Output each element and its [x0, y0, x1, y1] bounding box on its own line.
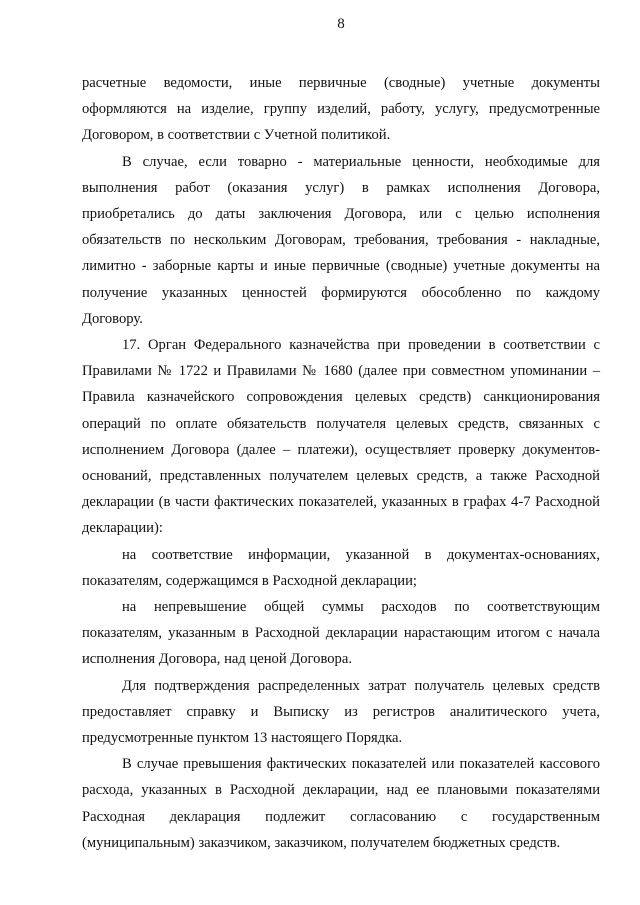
- text-line: исполнения Договора, над ценой Договора.: [82, 651, 352, 668]
- text-line: декларации):: [82, 520, 163, 537]
- text-line: предусмотренные пунктом 13 настоящего Порядка.: [82, 730, 403, 747]
- text-line: обязательств по нескольким Договорам, требования, требования - накладные,: [82, 232, 600, 249]
- text-line: показателям, содержащимся в Расходной декларации;: [82, 572, 417, 589]
- paragraph: [82, 673, 600, 752]
- text-line: лимитно - заборные карты и иные первичные (сводные) учетные документы на: [82, 258, 600, 275]
- paragraph: [82, 751, 600, 856]
- text-line: показателям, указанным в Расходной декларации нарастающим итогом с начала: [82, 625, 600, 642]
- text-line: расчетные ведомости, иные первичные (сводные) учетные документы: [82, 75, 600, 91]
- paragraph: [82, 149, 600, 332]
- text-line: выполнения работ (оказания услуг) в рамках исполнения Договора,: [82, 179, 600, 196]
- paragraph: [82, 594, 600, 673]
- text-line: Договору.: [82, 310, 143, 327]
- text-line: декларации (в части фактических показателей, указанных в графах 4-7 Расходной: [82, 494, 600, 511]
- page-number: 8: [337, 16, 345, 32]
- text-line: В случае превышения фактических показателей или показателей кассового: [122, 756, 600, 773]
- text-line: 17. Орган Федерального казначейства при проведении в соответствии с: [122, 337, 600, 354]
- text-line: исполнением Договора (далее – платежи), осуществляет проверку документов-: [82, 441, 600, 458]
- text-line: В случае, если товарно - материальные ценности, необходимые для: [122, 153, 600, 170]
- text-line: получение указанных ценностей формируются обособленно по каждому: [82, 284, 600, 301]
- text-line: оформляются на изделие, группу изделий, работу, услугу, предусмотренные: [82, 101, 600, 118]
- text-line: на соответствие информации, указанной в документах-основаниях,: [122, 546, 600, 563]
- paragraph: [82, 542, 600, 594]
- document-body: [82, 70, 600, 856]
- text-line: операций по оплате обязательств получателя целевых средств, связанных с: [82, 415, 600, 432]
- text-line: (муниципальным) заказчиком, заказчиком, получателем бюджетных средств.: [82, 834, 561, 851]
- text-line: оснований, представленных получателем целевых средств, а также Расходной: [82, 468, 600, 485]
- text-line: приобретались до даты заключения Договора, или с целью исполнения: [82, 206, 600, 223]
- text-line: Правила казначейского сопровождения целевых средств) санкционирования: [82, 389, 600, 406]
- text-line: Для подтверждения распределенных затрат получатель целевых средств: [122, 677, 600, 694]
- text-line: на непревышение общей суммы расходов по соответствующим: [122, 599, 600, 616]
- text-line: Расходная декларация подлежит согласованию с государственным: [82, 808, 600, 825]
- text-line: расхода, указанных в Расходной декларации, над ее плановыми показателями: [82, 782, 600, 799]
- paragraph: [82, 332, 600, 542]
- text-line: Правилами № 1722 и Правилами № 1680 (далее при совместном упоминании –: [82, 363, 600, 380]
- text-line: Договором, в соответствии с Учетной политикой.: [82, 127, 391, 144]
- text-line: предоставляет справку и Выписку из регистров аналитического учета,: [82, 703, 600, 720]
- paragraph: [82, 70, 600, 149]
